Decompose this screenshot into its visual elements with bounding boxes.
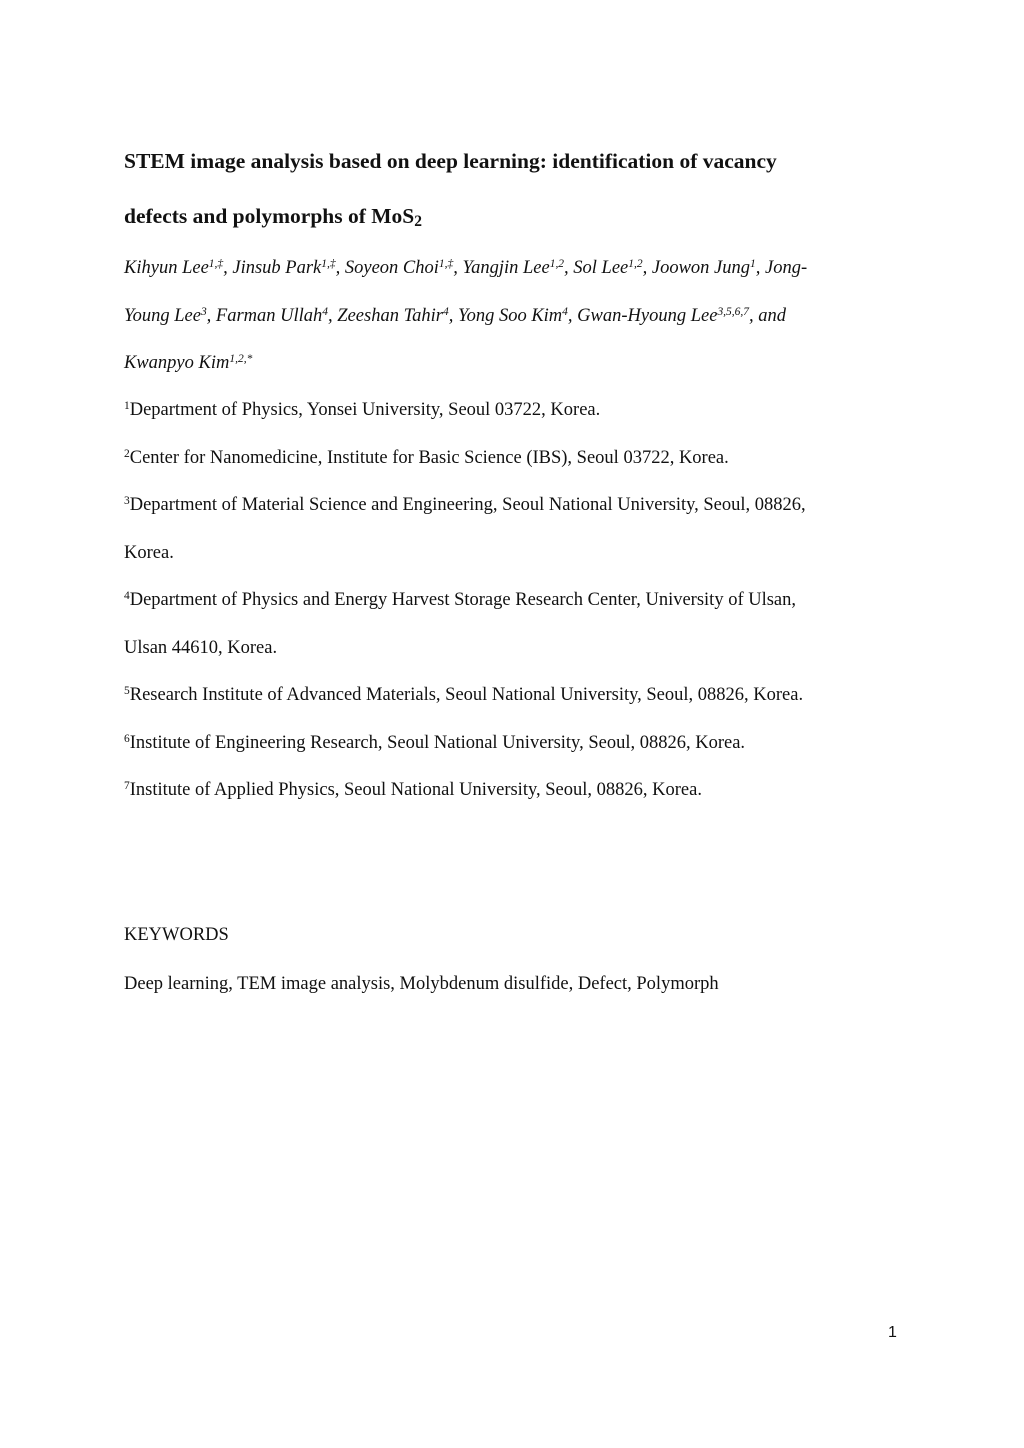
affiliation-7 bbox=[124, 781, 702, 800]
paper-title-line-1 bbox=[124, 151, 904, 173]
author-name: Kwanpyo Kim bbox=[124, 353, 230, 373]
author-affiliation-mark: 3,5,6,7 bbox=[717, 305, 749, 318]
title-subscript: 2 bbox=[414, 213, 422, 231]
affiliation-6 bbox=[124, 734, 745, 753]
author-name: Sol Lee bbox=[573, 258, 629, 278]
affiliation-2 bbox=[124, 449, 729, 468]
author-name: Joowon Jung bbox=[651, 258, 751, 278]
keywords-heading: KEYWORDS bbox=[124, 925, 229, 945]
author-name: Jinsub Park bbox=[232, 258, 322, 278]
affiliation-number: 2 bbox=[124, 447, 130, 460]
page-number: 1 bbox=[888, 1324, 897, 1341]
author-separator: , bbox=[453, 258, 463, 278]
affiliation-text: Institute of Applied Physics, Seoul National University, Seoul, 08826, Korea. bbox=[129, 780, 702, 800]
author-affiliation-mark: 4 bbox=[443, 305, 449, 318]
author-separator: , bbox=[564, 258, 574, 278]
title-line-1-text: STEM image analysis based on deep learning: identification of vacancy bbox=[124, 149, 777, 173]
affiliation-text: Institute of Engineering Research, Seoul National University, Seoul, 08826, Korea. bbox=[129, 733, 746, 753]
affiliation-number: 6 bbox=[124, 732, 130, 745]
affiliation-3 bbox=[124, 496, 806, 515]
affiliation-5 bbox=[124, 686, 803, 705]
author-separator: , bbox=[206, 306, 216, 326]
keywords-text: Deep learning, TEM image analysis, Molybdenum disulfide, Defect, Polymorph bbox=[124, 974, 719, 994]
author-separator: , bbox=[448, 306, 458, 326]
affiliation-number: 7 bbox=[124, 779, 130, 792]
author-separator: , bbox=[642, 258, 652, 278]
affiliation-text: Research Institute of Advanced Materials, Seoul National University, Seoul, 08826, Korea. bbox=[129, 685, 804, 705]
author-affiliation-mark: 1,‡ bbox=[321, 257, 336, 270]
author-separator: , bbox=[755, 258, 765, 278]
author-name: Soyeon Choi bbox=[344, 258, 439, 278]
author-separator: , bbox=[567, 306, 578, 326]
author-separator: , bbox=[223, 258, 233, 278]
author-name: Zeeshan Tahir bbox=[337, 306, 443, 326]
affiliation-text: Ulsan 44610, Korea. bbox=[124, 638, 278, 658]
author-name: Kihyun Lee bbox=[124, 258, 209, 278]
affiliation-text: Department of Material Science and Engineering, Seoul National University, Seoul, 08826, bbox=[129, 495, 806, 515]
author-name: Yong Soo Kim bbox=[457, 306, 563, 326]
affiliation-text: Department of Physics and Energy Harvest Storage Research Center, University of Ulsan, bbox=[129, 590, 797, 610]
author-affiliation-mark: 1 bbox=[750, 257, 756, 270]
author-separator: , and bbox=[748, 306, 786, 326]
affiliation-number: 3 bbox=[124, 494, 130, 507]
affiliation-text: Center for Nanomedicine, Institute for Basic Science (IBS), Seoul 03722, Korea. bbox=[129, 448, 729, 468]
affiliation-4-continued bbox=[124, 639, 277, 658]
title-line-2-text: defects and polymorphs of MoS bbox=[124, 204, 415, 228]
affiliation-text: Korea. bbox=[124, 543, 174, 563]
author-affiliation-mark: 1,2,* bbox=[229, 352, 253, 365]
author-affiliation-mark: 4 bbox=[322, 305, 329, 318]
affiliation-3-continued bbox=[124, 544, 174, 563]
affiliation-number: 1 bbox=[124, 399, 130, 412]
authors-line-3 bbox=[124, 354, 252, 373]
author-name: Gwan-Hyoung Lee bbox=[577, 306, 718, 326]
authors-line-1 bbox=[124, 259, 807, 278]
author-affiliation-mark: 4 bbox=[562, 305, 568, 318]
author-separator: , bbox=[335, 258, 345, 278]
author-affiliation-mark: 1,‡ bbox=[438, 257, 454, 270]
paper-title-line-2 bbox=[124, 204, 904, 231]
author-name-part: Jong- bbox=[765, 258, 808, 278]
affiliation-number: 4 bbox=[124, 589, 130, 602]
affiliation-number: 5 bbox=[124, 684, 130, 697]
author-separator: , bbox=[328, 306, 338, 326]
author-name: Farman Ullah bbox=[215, 306, 323, 326]
author-name-part: Young Lee bbox=[124, 306, 201, 326]
affiliation-text: Department of Physics, Yonsei University, Seoul 03722, Korea. bbox=[129, 400, 601, 420]
affiliation-1 bbox=[124, 401, 600, 420]
author-affiliation-mark: 3 bbox=[200, 305, 207, 318]
author-affiliation-mark: 1,‡ bbox=[208, 257, 224, 270]
author-affiliation-mark: 1,2 bbox=[628, 257, 643, 270]
affiliation-4 bbox=[124, 591, 796, 610]
authors-line-2 bbox=[124, 307, 786, 326]
author-name: Yangjin Lee bbox=[462, 258, 550, 278]
author-affiliation-mark: 1,2 bbox=[549, 257, 565, 270]
